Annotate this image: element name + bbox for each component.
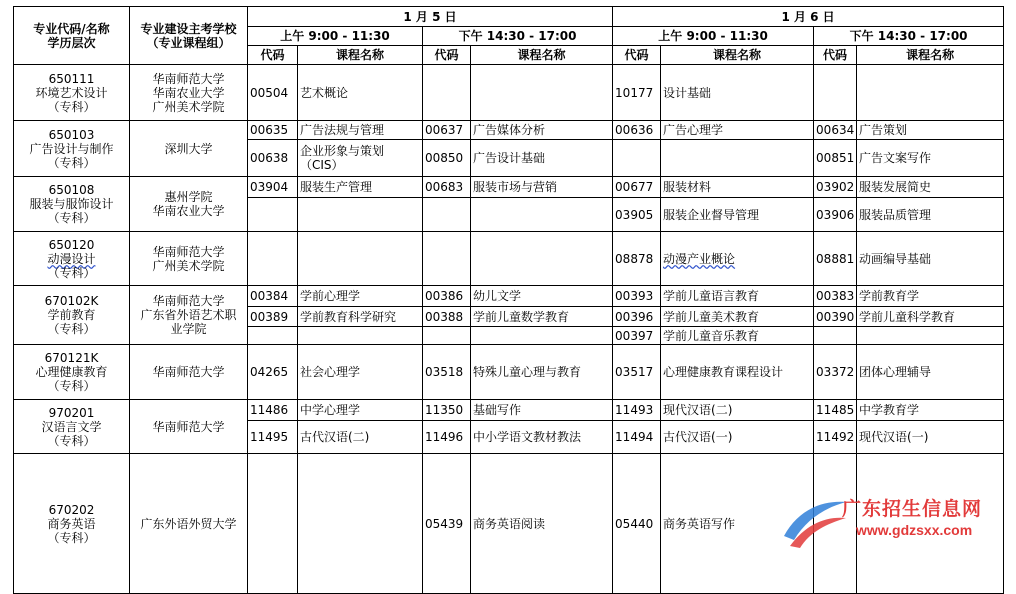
- course-code: 00677: [613, 177, 661, 198]
- course-code: [814, 327, 857, 345]
- major-line: 650108: [48, 183, 95, 197]
- course-header: 课程名称: [298, 46, 423, 65]
- major-cell: [14, 177, 130, 232]
- course-name: 广告心理学: [661, 121, 814, 140]
- course-name: 学前儿童数学教育: [471, 307, 613, 327]
- course-code: 11350: [423, 400, 471, 421]
- major-cell: [14, 454, 130, 594]
- course-code: [423, 232, 471, 286]
- school-cell: [130, 232, 248, 286]
- course-header: 课程名称: [857, 46, 1004, 65]
- course-code: 00390: [814, 307, 857, 327]
- course-code: 00383: [814, 286, 857, 307]
- course-code: 00384: [248, 286, 298, 307]
- school-line: 华南师范大学: [152, 294, 225, 308]
- course-name: [298, 198, 423, 232]
- course-name: 现代汉语(一): [857, 421, 1004, 454]
- course-code: 11493: [613, 400, 661, 421]
- course-code: 00504: [248, 65, 298, 121]
- course-name: 广告媒体分析: [471, 121, 613, 140]
- course-code: 11495: [248, 421, 298, 454]
- course-name: 动漫产业概论: [661, 232, 814, 286]
- major-line: （专科）: [47, 433, 96, 448]
- course-header: 课程名称: [471, 46, 613, 65]
- course-code: 11486: [248, 400, 298, 421]
- course-code: 08878: [613, 232, 661, 286]
- course-code: 04265: [248, 345, 298, 400]
- course-name: [471, 327, 613, 345]
- course-code: 08881: [814, 232, 857, 286]
- course-code: 00637: [423, 121, 471, 140]
- course-code: 00386: [423, 286, 471, 307]
- course-code: 11492: [814, 421, 857, 454]
- course-code: 03517: [613, 345, 661, 400]
- school-cell: [130, 454, 248, 594]
- major-cell: [14, 121, 130, 177]
- course-code: 10177: [613, 65, 661, 121]
- major-line: 动漫设计: [47, 251, 96, 266]
- major-column-header: 专业代码/名称 学历层次: [14, 7, 130, 65]
- course-name: 学前儿童美术教育: [661, 307, 814, 327]
- day1-pm-header: 下午 14:30 - 17:00: [423, 27, 613, 46]
- course-name: 企业形象与策划（CIS）: [298, 140, 423, 177]
- course-code: 00388: [423, 307, 471, 327]
- school-line: 广州美术学院: [152, 99, 225, 114]
- school-line: 华南农业大学: [152, 85, 225, 100]
- course-code: 03905: [613, 198, 661, 232]
- course-name: [661, 140, 814, 177]
- course-name: [857, 327, 1004, 345]
- course-code: 03372: [814, 345, 857, 400]
- course-code: 00850: [423, 140, 471, 177]
- day2-am-header: 上午 9:00 - 11:30: [613, 27, 814, 46]
- school-line: 华南师范大学: [152, 244, 225, 259]
- school-line: 华南师范大学: [152, 365, 225, 379]
- course-name: 现代汉语(二): [661, 400, 814, 421]
- course-name: 广告策划: [857, 121, 1004, 140]
- major-line: 环境艺术设计: [35, 85, 108, 100]
- major-line: （专科）: [47, 99, 96, 114]
- course-name: [471, 65, 613, 121]
- school-line: 华南师范大学: [152, 419, 225, 434]
- watermark-logo: [780, 490, 1002, 552]
- course-name: 心理健康教育课程设计: [661, 345, 814, 400]
- course-code: 11485: [814, 400, 857, 421]
- school-line: 广东省外语艺术职: [140, 308, 237, 322]
- major-line: 汉语言文学: [41, 419, 102, 434]
- course-name: 中小学语文教材教法: [471, 421, 613, 454]
- course-name: 学前教育科学研究: [298, 307, 423, 327]
- course-code: [248, 198, 298, 232]
- course-code: 03518: [423, 345, 471, 400]
- course-name: 服装生产管理: [298, 177, 423, 198]
- course-name: 学前儿童科学教育: [857, 307, 1004, 327]
- course-code: [248, 454, 298, 594]
- course-name: 设计基础: [661, 65, 814, 121]
- course-name: 广告文案写作: [857, 140, 1004, 177]
- school-line: 广东外语外贸大学: [140, 516, 237, 531]
- code-header: 代码: [248, 46, 298, 65]
- course-name: 学前儿童语言教育: [661, 286, 814, 307]
- course-name: [857, 65, 1004, 121]
- course-name: 服装企业督导管理: [661, 198, 814, 232]
- course-name: [298, 327, 423, 345]
- major-line: （专科）: [47, 530, 96, 545]
- day1-am-header: 上午 9:00 - 11:30: [248, 27, 423, 46]
- day2-header: 1 月 6 日: [613, 7, 1004, 27]
- major-line: （专科）: [47, 322, 96, 336]
- course-code: 00389: [248, 307, 298, 327]
- major-line: 650103: [48, 127, 95, 142]
- course-code: [613, 140, 661, 177]
- course-code: 00397: [613, 327, 661, 345]
- course-name: 社会心理学: [298, 345, 423, 400]
- course-name: 古代汉语(一): [661, 421, 814, 454]
- course-code: 05440: [613, 454, 661, 594]
- major-line: （专科）: [47, 211, 96, 225]
- course-name: 艺术概论: [298, 65, 423, 121]
- course-code: [423, 65, 471, 121]
- course-name: 广告法规与管理: [298, 121, 423, 140]
- course-name: [471, 232, 613, 286]
- school-line: 广州美术学院: [152, 258, 225, 273]
- course-header: 课程名称: [661, 46, 814, 65]
- course-code: 00635: [248, 121, 298, 140]
- major-line: 650111: [48, 71, 95, 86]
- major-line: （专科）: [47, 155, 96, 170]
- major-line: 670102K: [44, 294, 99, 308]
- course-code: 03906: [814, 198, 857, 232]
- course-code: 03904: [248, 177, 298, 198]
- course-name: 团体心理辅导: [857, 345, 1004, 400]
- day1-header: 1 月 5 日: [248, 7, 613, 27]
- major-line: 服装与服饰设计: [29, 197, 114, 211]
- watermark-site-url: www.gdzsxx.com: [856, 522, 973, 538]
- school-line: 深圳大学: [164, 141, 213, 156]
- swoosh-logo-icon: [780, 490, 850, 552]
- major-line: 广告设计与制作: [29, 141, 114, 156]
- course-name: 广告设计基础: [471, 140, 613, 177]
- course-code: [814, 65, 857, 121]
- course-code: [248, 327, 298, 345]
- course-name: 服装品质管理: [857, 198, 1004, 232]
- course-code: 00638: [248, 140, 298, 177]
- course-name: [298, 454, 423, 594]
- course-name: 动画编导基础: [857, 232, 1004, 286]
- school-cell: [130, 345, 248, 400]
- day2-pm-header: 下午 14:30 - 17:00: [814, 27, 1004, 46]
- major-line: 670121K: [44, 351, 99, 365]
- course-name: 服装材料: [661, 177, 814, 198]
- major-line: 学前教育: [47, 308, 96, 322]
- major-cell: [14, 65, 130, 121]
- major-line: 心理健康教育: [35, 365, 108, 379]
- school-line: 华南师范大学: [152, 71, 225, 86]
- school-cell: [130, 65, 248, 121]
- course-name: 学前心理学: [298, 286, 423, 307]
- course-code: 00396: [613, 307, 661, 327]
- course-code: 00851: [814, 140, 857, 177]
- major-line: 970201: [48, 405, 95, 420]
- course-name: 学前教育学: [857, 286, 1004, 307]
- course-code: 05439: [423, 454, 471, 594]
- course-name: [298, 232, 423, 286]
- school-cell: [130, 177, 248, 232]
- code-header: 代码: [423, 46, 471, 65]
- course-code: 03902: [814, 177, 857, 198]
- course-code: 00683: [423, 177, 471, 198]
- course-name: 古代汉语(二): [298, 421, 423, 454]
- course-name: 特殊儿童心理与教育: [471, 345, 613, 400]
- course-name: 商务英语阅读: [471, 454, 613, 594]
- code-header: 代码: [613, 46, 661, 65]
- major-cell: [14, 286, 130, 345]
- school-cell: [130, 286, 248, 345]
- course-code: 00636: [613, 121, 661, 140]
- course-code: 00634: [814, 121, 857, 140]
- major-line: （专科）: [47, 265, 96, 280]
- school-line: 华南农业大学: [152, 204, 225, 218]
- school-cell: [130, 121, 248, 177]
- course-code: [423, 327, 471, 345]
- course-code: 00393: [613, 286, 661, 307]
- course-name: 服装发展简史: [857, 177, 1004, 198]
- major-line: 670202: [48, 502, 95, 517]
- course-code: [423, 198, 471, 232]
- course-name: 商务英语写作: [661, 454, 814, 594]
- school-line: 业学院: [170, 322, 207, 336]
- course-code: [248, 232, 298, 286]
- course-code: 11496: [423, 421, 471, 454]
- major-line: （专科）: [47, 379, 96, 393]
- major-cell: [14, 232, 130, 286]
- course-name: 中学心理学: [298, 400, 423, 421]
- major-line: 商务英语: [47, 516, 96, 531]
- course-name: 幼儿文学: [471, 286, 613, 307]
- major-cell: [14, 345, 130, 400]
- course-name: 服装市场与营销: [471, 177, 613, 198]
- major-line: 650120: [48, 237, 95, 252]
- course-name: 学前儿童音乐教育: [661, 327, 814, 345]
- course-code: 11494: [613, 421, 661, 454]
- course-name: 基础写作: [471, 400, 613, 421]
- code-header: 代码: [814, 46, 857, 65]
- school-line: 惠州学院: [164, 190, 213, 204]
- course-name: [471, 198, 613, 232]
- school-cell: [130, 400, 248, 454]
- major-cell: [14, 400, 130, 454]
- school-column-header: 专业建设主考学校 （专业课程组）: [130, 7, 248, 65]
- course-name: 中学教育学: [857, 400, 1004, 421]
- watermark-site-name: 广东招生信息网: [842, 498, 983, 520]
